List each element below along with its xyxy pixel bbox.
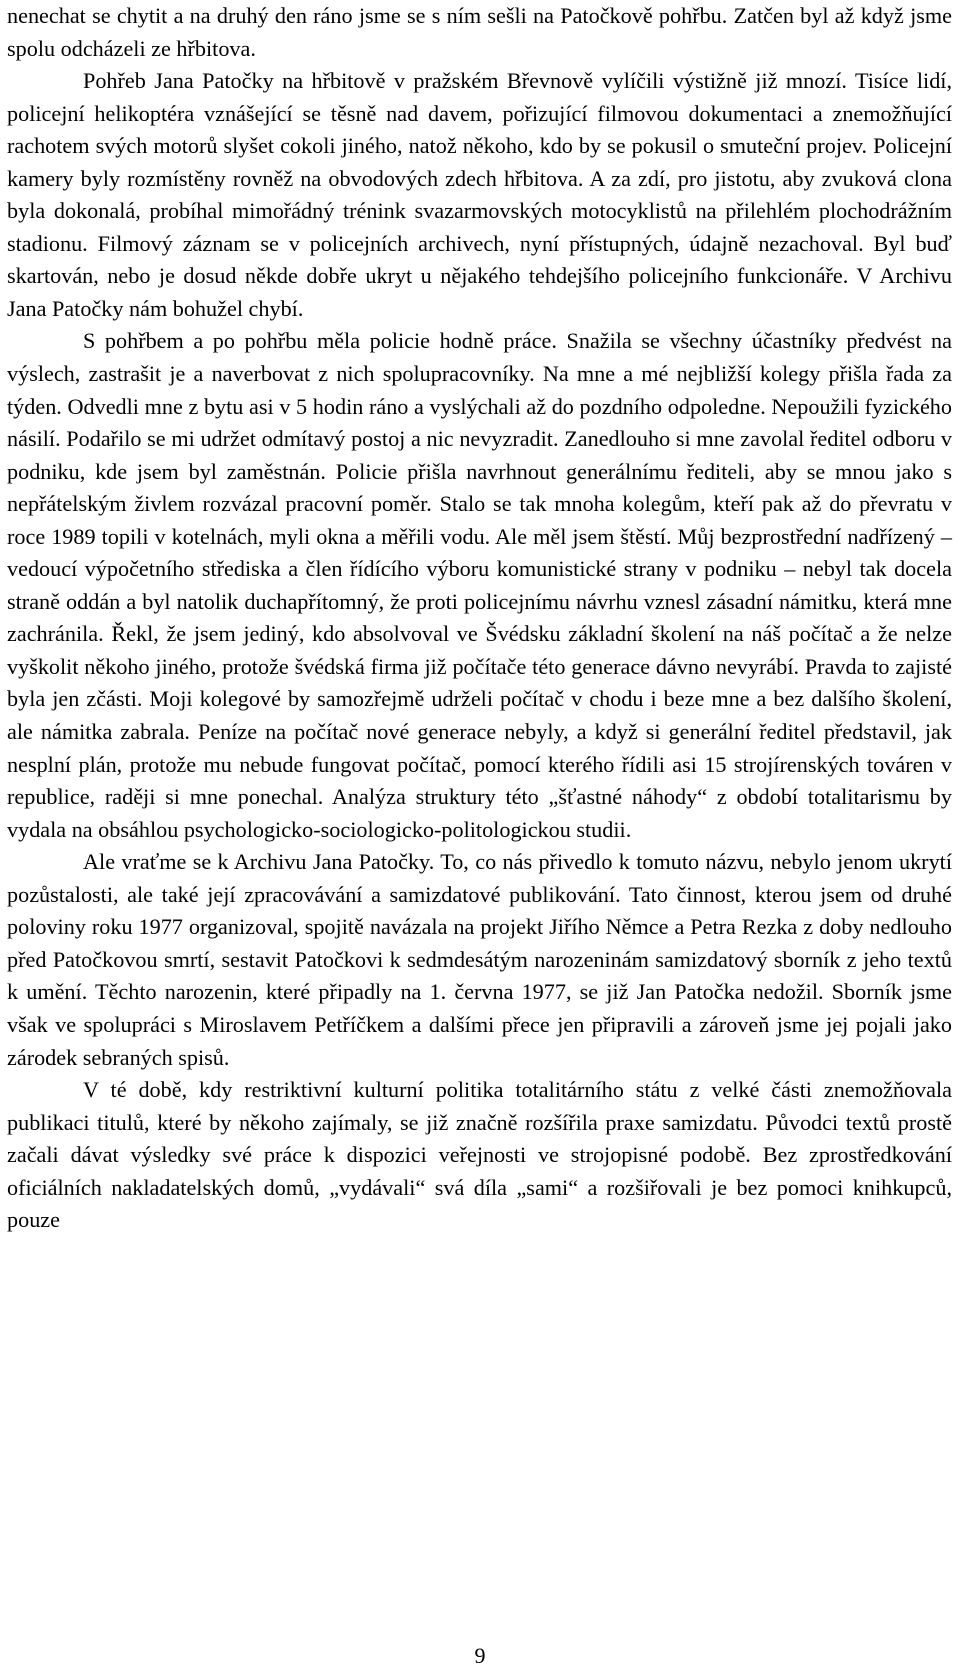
- paragraph: Pohřeb Jana Patočky na hřbitově v pražském Břevnově vylíčili výstižně již mnozí. Tisíce lidí, policejní helikoptéra vznášející se těsně nad davem, pořizující filmovou dokumentaci a znemožňující rachotem svých motorů slyšet cokoli jiného, natož někoho, kdo by se pokusil o smuteční projev. Policejní kamery byly rozmístěny rovněž na obvodových zdech hřbitova. A za zdí, pro jistotu, aby zvuková clona byla dokonalá, probíhal mimořádný trénink svazarmovských motocyklistů na přilehlém plochodrážním stadionu. Filmový záznam se v policejních archivech, nyní přístupných, údajně nezachoval. Byl buď skartován, nebo je dosud někde dobře ukryt u nějakého tehdejšího policejního funkcionáře. V Archivu Jana Patočky nám bohužel chybí.: [7, 68, 952, 321]
- page-number: 9: [474, 1643, 486, 1668]
- body-text: [7, 0, 952, 1237]
- paragraph: nenechat se chytit a na druhý den ráno jsme se s ním sešli na Patočkově pohřbu. Zatčen byl až když jsme spolu odcházeli ze hřbitova.: [7, 3, 952, 61]
- paragraph: Ale vraťme se k Archivu Jana Patočky. To, co nás přivedlo k tomuto názvu, nebylo jenom ukrytí pozůstalosti, ale také její zpracovávání a samizdatové publikování. Tato činnost, kterou jsem od druhé poloviny roku 1977 organizoval, spojitě navázala na projekt Jiřího Němce a Petra Rezka z doby nedlouho před Patočkovou smrtí, sestavit Patočkovi k sedmdesátým narozeninám samizdatový sborník z jeho textů k umění. Těchto narozenin, které připadly na 1. června 1977, se již Jan Patočka nedožil. Sborník jsme však ve spolupráci s Miroslavem Petříčkem a dalšími přece jen připravili a zároveň jsme jej pojali jako zárodek sebraných spisů.: [7, 849, 952, 1070]
- paragraph: S pohřbem a po pohřbu měla policie hodně práce. Snažila se všechny účastníky předvést na výslech, zastrašit je a naverbovat z nich spolupracovníky. Na mne a mé nejbližší kolegy přišla řada za týden. Odvedli mne z bytu asi v 5 hodin ráno a vyslýchali až do pozdního odpoledne. Nepoužili fyzického násilí. Podařilo se mi udržet odmítavý postoj a nic nevyzradit. Zanedlouho si mne zavolal ředitel odboru v podniku, kde jsem byl zaměstnán. Policie přišla navrhnout generálnímu řediteli, aby se mnou jako s nepřátelským živlem rozvázal pracovní poměr. Stalo se tak mnoha kolegům, kteří pak až do převratu v roce 1989 topili v kotelnách, myli okna a měřili vodu. Ale měl jsem štěstí. Můj bezprostřední nadřízený – vedoucí výpočetního střediska a člen řídícího výboru komunistické strany v podniku – nebyl tak docela straně oddán a byl natolik duchapřítomný, že proti policejnímu návrhu vznesl zásadní námitku, která mne zachránila. Řekl, že jsem jediný, kdo absolvoval ve Švédsku základní školení na náš počítač a že nelze vyškolit někoho jiného, protože švédská firma již počítače této generace dávno nevyrábí. Pravda to zajisté byla jen zčásti. Moji kolegové by samozřejmě udrželi počítač v chodu i beze mne a bez dalšího školení, ale námitka zabrala. Peníze na počítač nové generace nebyly, a když si generální ředitel představil, jak nesplní plán, protože mu nebude fungovat počítač, pomocí kterého řídili asi 15 strojírenských továren v republice, raději si mne ponechal. Analýza struktury této „šťastné náhody“ z období totalitarismu by vydala na obsáhlou psychologicko-sociologicko-politologickou studii.: [7, 328, 952, 842]
- paragraph: V té době, kdy restriktivní kulturní politika totalitárního státu z velké části znemožňovala publikaci titulů, které by někoho zajímaly, se již značně rozšířila praxe samizdatu. Původci textů prostě začali dávat výsledky své práce k dispozici veřejnosti ve strojopisné podobě. Bez zprostředkování oficiálních nakladatelských domů, „vydávali“ svá díla „sami“ a rozšiřovali je bez pomoci knihkupců, pouze: [7, 1077, 952, 1233]
